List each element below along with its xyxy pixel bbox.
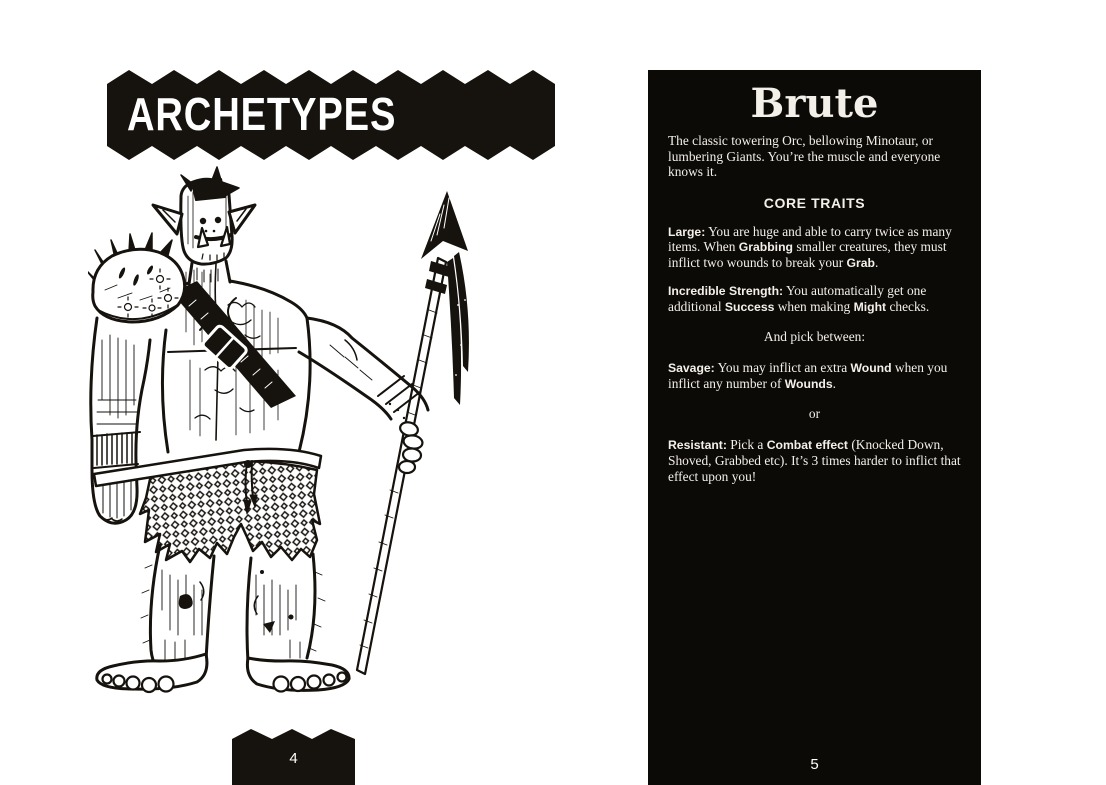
pick-between-line: And pick between:: [763, 329, 866, 345]
orc-illustration: [88, 160, 472, 705]
trait-incredible-strength: Incredible Strength: You automatically get one additional Success when making Might checks.: [668, 283, 930, 314]
right-page-panel: [648, 70, 981, 785]
archetype-intro: The classic towering Orc, bellowing Minotaur, or lumbering Giants. You’re the muscle and everyone knows it.: [668, 133, 941, 180]
left-page-number: 4: [289, 750, 298, 767]
or-divider: or: [808, 406, 821, 422]
page-number-tab: [232, 728, 355, 785]
archetype-title: Brute: [750, 80, 879, 127]
page-title: ARCHETYPES: [127, 88, 397, 140]
trait-large: Large: You are huge and able to carry twice as many items. When Grabbing smaller creatures, they must inflict two wounds to break your Grab.: [668, 223, 952, 270]
right-page-number: 5: [810, 756, 819, 773]
archetypes-banner: [107, 70, 555, 160]
core-traits-heading: CORE TRAITS: [763, 194, 866, 211]
trait-resistant: Resistant: Pick a Combat effect (Knocked Down, Shoved, Grabbed etc). It’s 3 times harder to inflict that effect upon you!: [668, 437, 961, 484]
trait-savage: Savage: You may inflict an extra Wound when you inflict any number of Wounds.: [668, 360, 948, 391]
